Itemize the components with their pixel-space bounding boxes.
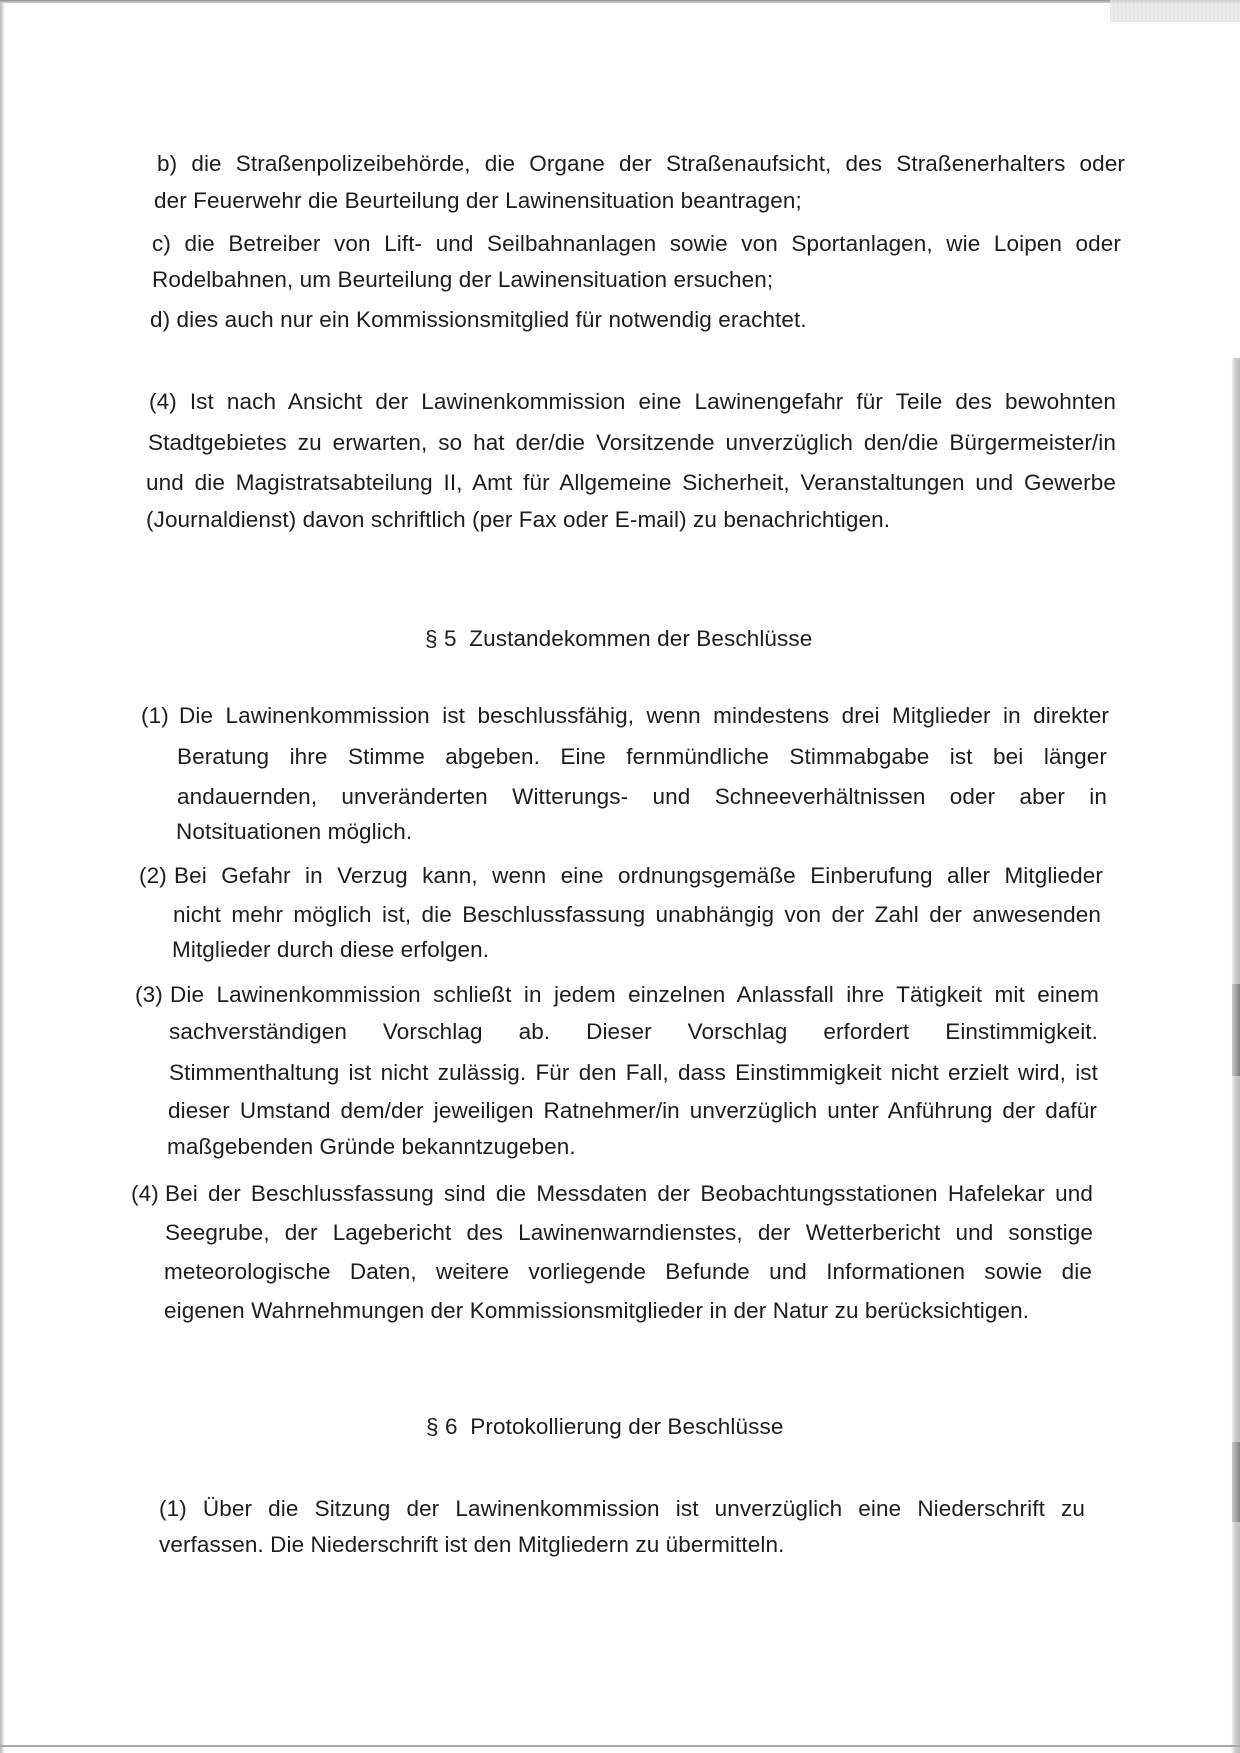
item-line: Die Lawinenkommission ist beschlussfähig, wenn mindestens drei Mitglieder in direkter <box>179 703 1109 728</box>
item-line: Bei der Beschlussfassung sind die Messdaten der Beobachtungsstationen Hafelekar und <box>165 1181 1093 1206</box>
paragraph-line: und die Magistratsabteilung II, Amt für Allgemeine Sicherheit, Veranstaltungen und Gewerbe <box>146 470 1116 495</box>
item-line: dieser Umstand dem/der jeweiligen Ratnehmer/in unverzüglich unter Anführung der dafür <box>168 1098 1097 1123</box>
item-line: Beratung ihre Stimme abgeben. Eine fernmündliche Stimmabgabe ist bei länger <box>177 744 1107 769</box>
item-line: meteorologische Daten, weitere vorliegende Befunde und Informationen sowie die <box>164 1259 1092 1284</box>
list-item-b-line: der Feuerwehr die Beurteilung der Lawinensituation beantragen; <box>154 188 802 213</box>
item-line: Notsituationen möglich. <box>176 819 413 844</box>
item-line: Stimmenthaltung ist nicht zulässig. Für den Fall, dass Einstimmigkeit nicht erzielt wird, ist <box>169 1060 1098 1085</box>
item-line: Mitglieder durch diese erfolgen. <box>172 937 490 962</box>
scan-edge-left <box>0 0 5 1753</box>
item-line: andauernden, unveränderten Witterungs- und Schneeverhältnissen oder aber in <box>177 784 1107 809</box>
scan-edge-right-shadow <box>1232 984 1240 1076</box>
paragraph-line: (4) Ist nach Ansicht der Lawinenkommission eine Lawinengefahr für Teile des bewohnten <box>149 389 1116 414</box>
list-item-b-line: b) die Straßenpolizeibehörde, die Organe der Straßenaufsicht, des Straßenerhalters oder <box>157 151 1125 176</box>
list-item-c-line: Rodelbahnen, um Beurteilung der Lawinensituation ersuchen; <box>152 267 774 292</box>
scan-edge-right-shadow <box>1232 1442 1240 1522</box>
scan-edge-top <box>0 0 1240 3</box>
paragraph-line: verfassen. Die Niederschrift ist den Mitgliedern zu übermitteln. <box>159 1532 785 1557</box>
item-line: Die Lawinenkommission schließt in jedem einzelnen Anlassfall ihre Tätigkeit mit einem <box>170 982 1099 1007</box>
item-line: sachverständigen Vorschlag ab. Dieser Vorschlag erfordert Einstimmigkeit. <box>169 1019 1098 1044</box>
list-item-c-line: c) die Betreiber von Lift- und Seilbahnanlagen sowie von Sportanlagen, wie Loipen oder <box>152 231 1121 256</box>
scan-edge-top-right <box>1110 0 1240 22</box>
item-line: Seegrube, der Lagebericht des Lawinenwarndienstes, der Wetterbericht und sonstige <box>165 1220 1093 1245</box>
section-heading: § 5 Zustandekommen der Beschlüsse <box>425 626 813 651</box>
item-number: (2) <box>139 863 167 888</box>
item-number: (3) <box>135 982 163 1007</box>
section-heading: § 6 Protokollierung der Beschlüsse <box>426 1414 784 1439</box>
paragraph-line: Stadtgebietes zu erwarten, so hat der/die Vorsitzende unverzüglich den/die Bürgermeister/in <box>148 430 1116 455</box>
list-item-d-line: d) dies auch nur ein Kommissionsmitglied für notwendig erachtet. <box>150 307 807 332</box>
item-line: Bei Gefahr in Verzug kann, wenn eine ordnungsgemäße Einberufung aller Mitglieder <box>174 863 1103 888</box>
scan-edge-bottom <box>0 1745 1240 1747</box>
paragraph-line: (1) Über die Sitzung der Lawinenkommission ist unverzüglich eine Niederschrift zu <box>159 1496 1085 1521</box>
item-line: nicht mehr möglich ist, die Beschlussfassung unabhängig von der Zahl der anwesenden <box>173 902 1101 927</box>
item-line: eigenen Wahrnehmungen der Kommissionsmitglieder in der Natur zu berücksichtigen. <box>164 1298 1030 1323</box>
item-number: (1) <box>141 703 169 728</box>
item-number: (4) <box>131 1181 159 1206</box>
paragraph-line: (Journaldienst) davon schriftlich (per Fax oder E-mail) zu benachrichtigen. <box>146 507 891 532</box>
item-line: maßgebenden Gründe bekanntzugeben. <box>167 1134 576 1159</box>
